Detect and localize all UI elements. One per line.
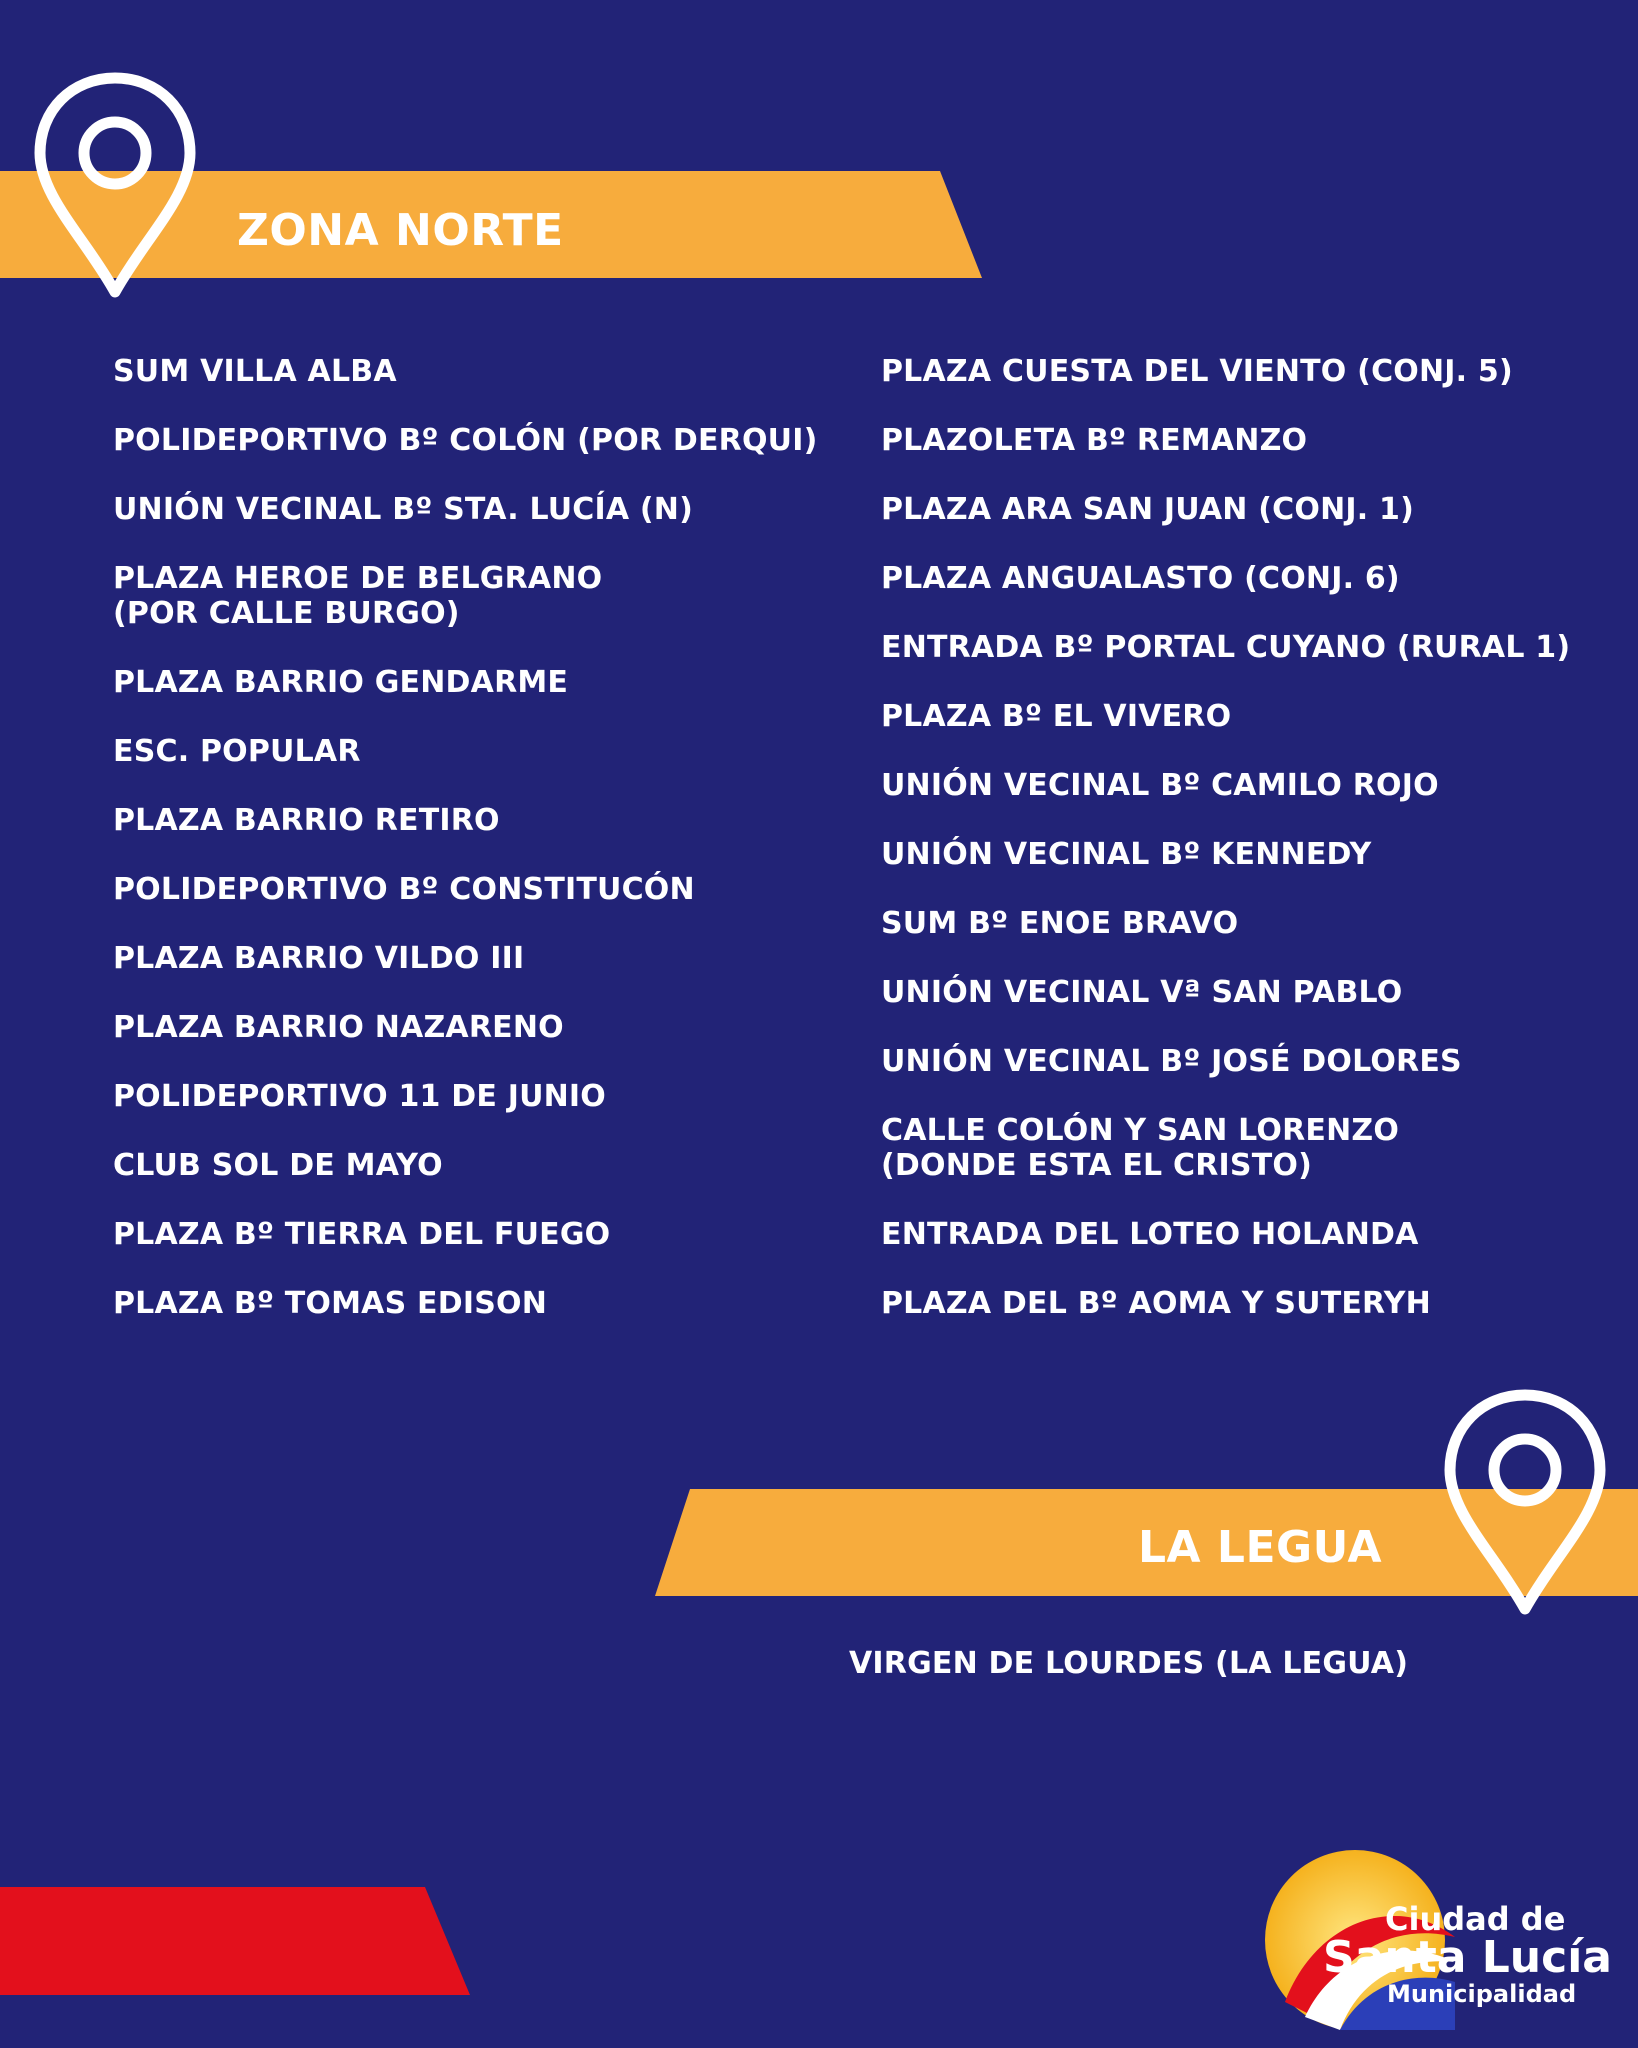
list-item: CALLE COLÓN Y SAN LORENZO (DONDE ESTA EL CRISTO) <box>881 1113 1400 1183</box>
list-item: UNIÓN VECINAL Bº STA. LUCÍA (N) <box>113 492 694 527</box>
list-item: PLAZA Bº TOMAS EDISON <box>113 1286 548 1321</box>
list-item: PLAZA ARA SAN JUAN (CONJ. 1) <box>881 492 1414 527</box>
zona-norte-right-list <box>881 354 1638 1355</box>
zona-norte-left-list <box>113 354 873 1355</box>
list-item: PLAZA BARRIO RETIRO <box>113 803 500 838</box>
logo-line-2: Santa Lucía <box>1323 1932 1612 1983</box>
list-item: PLAZA Bº TIERRA DEL FUEGO <box>113 1217 611 1252</box>
zona-norte-title: ZONA NORTE <box>237 205 564 256</box>
list-item: PLAZA BARRIO VILDO III <box>113 941 525 976</box>
list-item: CLUB SOL DE MAYO <box>113 1148 443 1183</box>
list-item: PLAZOLETA Bº REMANZO <box>881 423 1308 458</box>
list-item: PLAZA HEROE DE BELGRANO (POR CALLE BURGO) <box>113 561 603 631</box>
list-item: POLIDEPORTIVO Bº COLÓN (POR DERQUI) <box>113 423 818 458</box>
list-item: UNIÓN VECINAL Bº JOSÉ DOLORES <box>881 1044 1462 1079</box>
list-item: POLIDEPORTIVO Bº CONSTITUCÓN <box>113 872 695 907</box>
list-item: PLAZA BARRIO NAZARENO <box>113 1010 564 1045</box>
list-item: ESC. POPULAR <box>113 734 361 769</box>
location-pin-icon <box>1440 1385 1610 1615</box>
list-item: PLAZA CUESTA DEL VIENTO (CONJ. 5) <box>881 354 1513 389</box>
list-item: VIRGEN DE LOURDES (LA LEGUA) <box>849 1646 1409 1681</box>
list-item: ENTRADA DEL LOTEO HOLANDA <box>881 1217 1419 1252</box>
list-item: SUM VILLA ALBA <box>113 354 397 389</box>
list-item: ENTRADA Bº PORTAL CUYANO (RURAL 1) <box>881 630 1571 665</box>
list-item: UNIÓN VECINAL Bº KENNEDY <box>881 837 1372 872</box>
list-item: POLIDEPORTIVO 11 DE JUNIO <box>113 1079 606 1114</box>
red-accent-bar <box>0 1887 470 1995</box>
list-item: UNIÓN VECINAL Bº CAMILO ROJO <box>881 768 1439 803</box>
list-item: PLAZA Bº EL VIVERO <box>881 699 1232 734</box>
list-item: SUM Bº ENOE BRAVO <box>881 906 1239 941</box>
list-item: UNIÓN VECINAL Vª SAN PABLO <box>881 975 1403 1010</box>
list-item: PLAZA DEL Bº AOMA Y SUTERYH <box>881 1286 1431 1321</box>
list-item: PLAZA BARRIO GENDARME <box>113 665 569 700</box>
logo-line-1: Ciudad de <box>1385 1900 1566 1938</box>
logo-line-3: Municipalidad <box>1387 1980 1577 2008</box>
location-pin-icon <box>30 68 200 298</box>
la-legua-title: LA LEGUA <box>1138 1522 1383 1573</box>
list-item: PLAZA ANGUALASTO (CONJ. 6) <box>881 561 1400 596</box>
